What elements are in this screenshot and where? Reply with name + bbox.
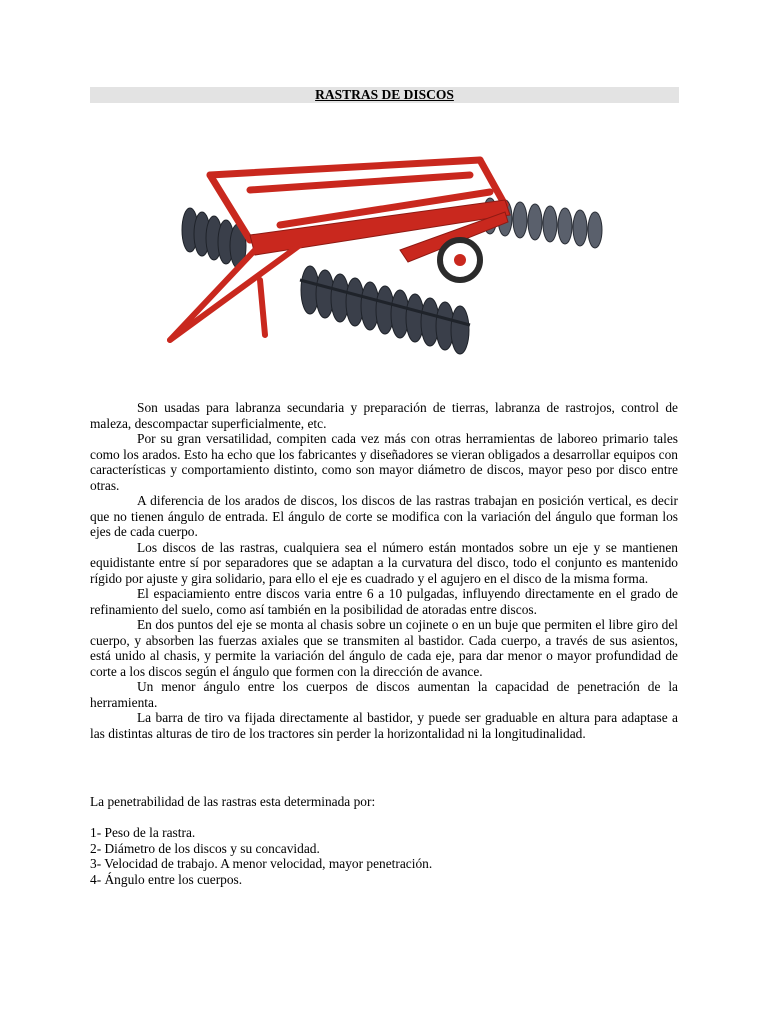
page-title: RASTRAS DE DISCOS	[315, 87, 454, 102]
paragraph: La barra de tiro va fijada directamente al bastidor, y puede ser graduable en altura para adaptase a las distintas alturas de tiro de los tractores sin perder la horizontalidad ni la longitudinalidad.	[90, 710, 678, 741]
paragraph: Son usadas para labranza secundaria y preparación de tierras, labranza de rastrojos, control de maleza, descompactar superficialmente, etc.	[90, 400, 678, 431]
list-item: 3- Velocidad de trabajo. A menor velocidad, mayor penetración.	[90, 856, 433, 871]
list-intro: La penetrabilidad de las rastras esta determinada por:	[90, 794, 376, 809]
penetration-factors-list	[90, 825, 678, 887]
title-bar	[90, 87, 679, 103]
paragraph: Un menor ángulo entre los cuerpos de discos aumentan la capacidad de penetración de la herramienta.	[90, 679, 678, 710]
list-item: 4- Ángulo entre los cuerpos.	[90, 871, 243, 887]
paragraph: Los discos de las rastras, cualquiera sea el número están montados sobre un eje y se mantienen equidistante entre sí por separadores que se adaptan a la curvatura del disco, todo el conjunto es mantenido rígido por ajuste y gira solidario, para ello el eje es cuadrado y el agujero en el disco de la misma forma.	[90, 539, 678, 586]
paragraph: En dos puntos del eje se monta al chasis sobre un cojinete o en un buje que permiten el libre giro del cuerpo, y absorben las fuerzas axiales que se transmiten al bastidor. Cada cuerpo, a través de sus asientos, está unido al chasis, y permite la variación del ángulo de cada eje, para dar menor o mayor profundidad de corte a los discos según el ángulo que formen con la dirección de avance.	[90, 617, 678, 679]
disc-harrow-image	[160, 130, 610, 375]
body-text	[90, 400, 678, 741]
list-item: 2- Diámetro de los discos y su concavidad.	[90, 840, 320, 856]
paragraph: El espaciamiento entre discos varia entre 6 a 10 pulgadas, influyendo directamente en el grado de refinamiento del suelo, como así también en la posibilidad de atoradas entre discos.	[90, 586, 678, 617]
paragraph: A diferencia de los arados de discos, los discos de las rastras trabajan en posición vertical, es decir que no tienen ángulo de entrada. El ángulo de corte se modifica con la variación del ángulo que forman los ejes de cada cuerpo.	[90, 493, 678, 539]
paragraph: Por su gran versatilidad, compiten cada vez más con otras herramientas de laboreo primario tales como los arados. Esto ha echo que los fabricantes y diseñadores se vieran obligados a desarrollar equipos con características y comportamiento distinto, como son mayor diámetro de discos, mayor peso por disco entre otras.	[90, 431, 678, 493]
list-item: 1- Peso de la rastra.	[90, 825, 196, 840]
